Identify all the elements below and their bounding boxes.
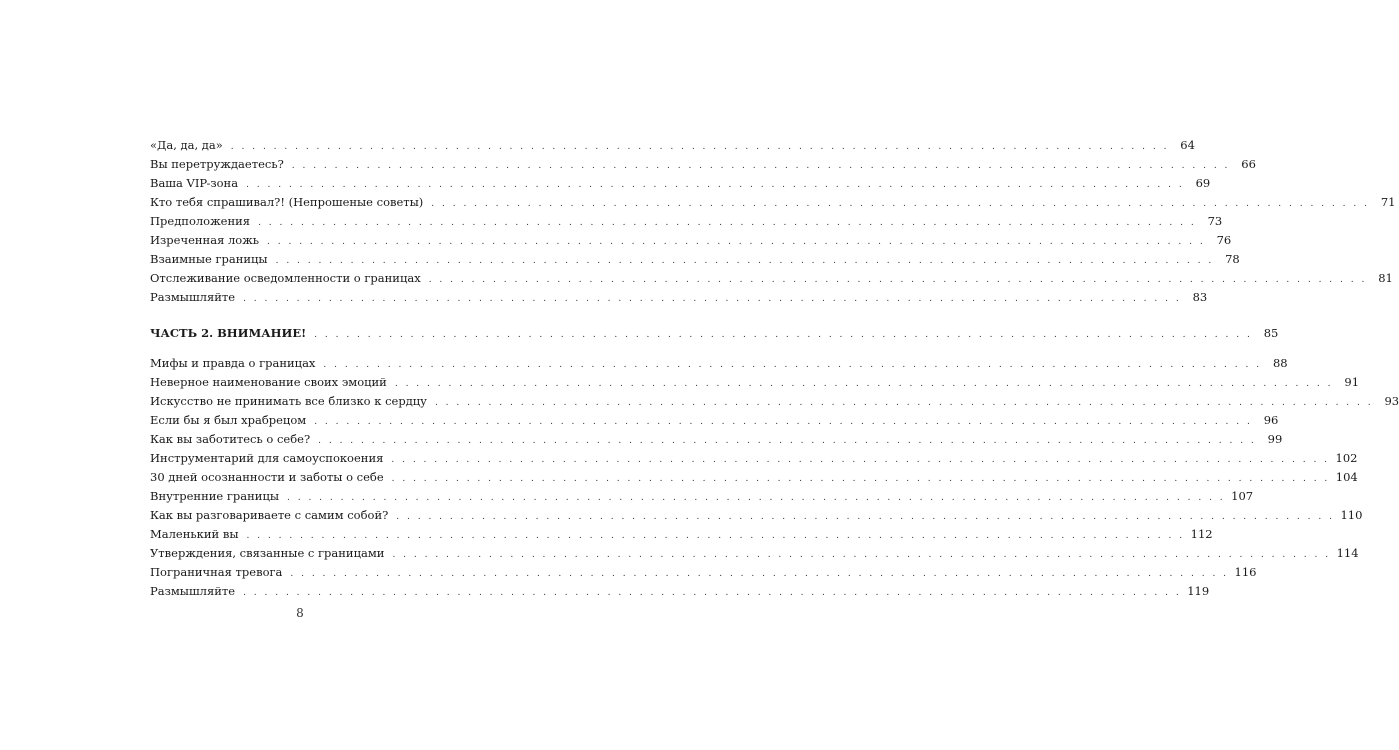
toc-entry-page: 96 <box>1263 413 1279 427</box>
toc-entry-title: Если бы я был храбрецом <box>150 413 307 427</box>
toc-part-page: 85 <box>1263 326 1279 340</box>
dot-leader <box>246 527 1184 546</box>
toc-entry-page: 116 <box>1234 565 1257 579</box>
toc-entry-page: 107 <box>1231 489 1254 503</box>
toc-entry-page: 112 <box>1190 527 1213 541</box>
dot-leader <box>323 356 1261 375</box>
toc-entry[interactable] <box>150 563 1257 582</box>
toc-entry-page: 102 <box>1335 451 1358 465</box>
toc-section-1 <box>150 136 1396 307</box>
toc-entry-title: Вы перетруждаетесь? <box>150 157 284 171</box>
toc-entry-page: 81 <box>1378 271 1393 285</box>
toc-entry-page: 76 <box>1216 233 1232 247</box>
toc-entry-title: Мифы и правда о границах <box>150 356 316 370</box>
toc-entry[interactable] <box>150 411 1279 430</box>
toc-entry-page: 69 <box>1195 176 1211 190</box>
toc-entry-page: 71 <box>1380 195 1396 209</box>
dot-leader <box>243 584 1181 603</box>
dot-leader <box>287 489 1225 508</box>
toc-entry-page: 99 <box>1267 432 1283 446</box>
toc-entry[interactable] <box>150 449 1358 468</box>
toc-entry-page: 110 <box>1340 508 1363 522</box>
toc-entry[interactable] <box>150 582 1210 601</box>
toc-entry-title: Кто тебя спрашивал?! (Непрошеные советы) <box>150 195 424 209</box>
toc-entry-title: Как вы разговариваете с самим собой? <box>150 508 389 522</box>
toc-entry-title: Инструментарий для самоуспокоения <box>150 451 384 465</box>
toc-entry-title: Внутренние границы <box>150 489 279 503</box>
dot-leader <box>231 138 1169 157</box>
dot-leader <box>314 326 1252 345</box>
toc-entry-page: 119 <box>1187 584 1210 598</box>
toc-entry-page: 88 <box>1272 356 1288 370</box>
toc-entry-title: Ваша VIP-зона <box>150 176 239 190</box>
dot-leader <box>392 470 1330 489</box>
toc-entry-title: Предположения <box>150 214 251 228</box>
toc-entry-page: 83 <box>1192 290 1208 304</box>
toc-entry[interactable] <box>150 468 1358 487</box>
toc-entry-page: 78 <box>1225 252 1240 266</box>
toc-entry[interactable] <box>150 212 1223 231</box>
toc-part-title: ЧАСТЬ 2. ВНИМАНИЕ! <box>150 326 307 340</box>
toc-entry[interactable] <box>150 250 1240 269</box>
toc-section-2 <box>150 324 1399 601</box>
toc-entry-page: 93 <box>1384 394 1399 408</box>
dot-leader <box>435 394 1373 413</box>
toc-entry[interactable] <box>150 487 1254 506</box>
toc-entry[interactable] <box>150 269 1393 288</box>
toc-entry[interactable] <box>150 174 1211 193</box>
toc-entry[interactable] <box>150 231 1232 250</box>
dot-leader <box>243 290 1181 309</box>
toc-entry[interactable] <box>150 136 1195 155</box>
toc-entry-title: «Да, да, да» <box>150 138 223 152</box>
toc-entry-title: Отслеживание осведомленности о границах <box>150 271 421 285</box>
dot-leader <box>318 432 1256 451</box>
dot-leader <box>314 413 1252 432</box>
dot-leader <box>258 214 1196 233</box>
toc-entry-title: Неверное наименование своих эмоций <box>150 375 387 389</box>
toc-entry-title: Как вы заботитесь о себе? <box>150 432 311 446</box>
toc-entry[interactable] <box>150 506 1363 525</box>
toc-entry-title: Размышляйте <box>150 584 236 598</box>
dot-leader <box>392 546 1330 565</box>
toc-entry[interactable] <box>150 544 1359 563</box>
toc-entry[interactable] <box>150 392 1399 411</box>
dot-leader <box>267 233 1205 252</box>
dot-leader <box>290 565 1228 584</box>
dot-leader <box>391 451 1329 470</box>
toc-entry[interactable] <box>150 155 1256 174</box>
toc-entry[interactable] <box>150 288 1208 307</box>
toc-entry-page: 73 <box>1207 214 1223 228</box>
dot-leader <box>431 195 1369 214</box>
toc-entry-page: 91 <box>1344 375 1360 389</box>
toc-entry-title: Изреченная ложь <box>150 233 260 247</box>
toc-entry[interactable] <box>150 193 1396 212</box>
toc-entry-page: 104 <box>1335 470 1358 484</box>
toc-entry[interactable] <box>150 354 1288 373</box>
toc-entry-page: 64 <box>1180 138 1195 152</box>
dot-leader <box>292 157 1230 176</box>
toc-entry-title: Искусство не принимать все близко к сердцу <box>150 394 427 408</box>
toc-entry-page: 114 <box>1336 546 1359 560</box>
toc-entry-title: Размышляйте <box>150 290 236 304</box>
toc-entry[interactable] <box>150 373 1360 392</box>
toc-entry-title: Утверждения, связанные с границами <box>150 546 385 560</box>
dot-leader <box>429 271 1367 290</box>
page-number: 8 <box>296 606 304 620</box>
toc-entry-title: Взаимные границы <box>150 252 268 266</box>
toc-entry[interactable] <box>150 430 1283 449</box>
toc-entry-title: Маленький вы <box>150 527 239 541</box>
toc-entry-title: 30 дней осознанности и заботы о себе <box>150 470 384 484</box>
toc-entry-page: 66 <box>1241 157 1256 171</box>
dot-leader <box>395 375 1333 394</box>
toc-entry[interactable] <box>150 525 1213 544</box>
toc-entry-title: Пограничная тревога <box>150 565 283 579</box>
toc-part-heading[interactable] <box>150 324 1279 343</box>
